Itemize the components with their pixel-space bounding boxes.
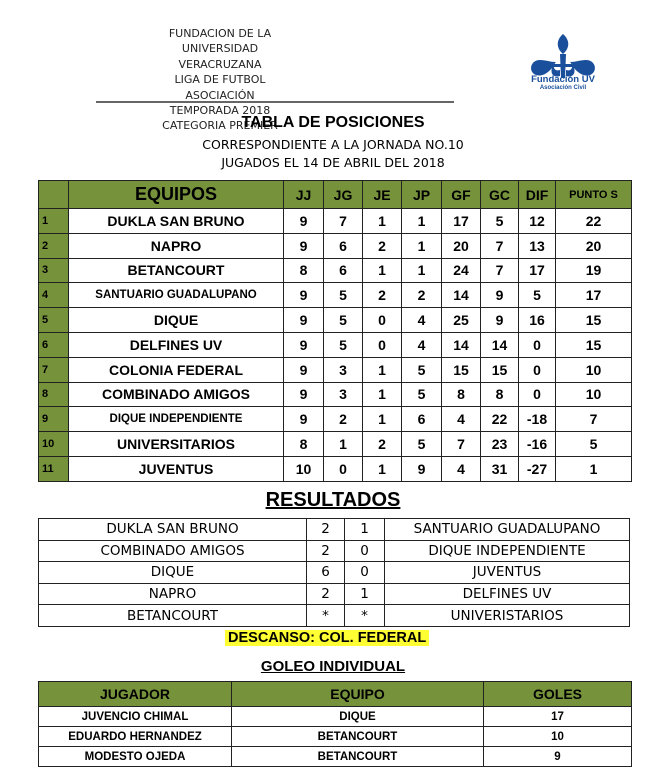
team-name-cell: UNIVERSITARIOS (69, 432, 284, 457)
away-team-cell: UNIVERISTARIOS (385, 605, 630, 627)
je-cell: 1 (363, 382, 402, 407)
gc-cell: 31 (481, 456, 519, 481)
jg-cell: 6 (324, 233, 363, 258)
position-cell: 2 (39, 233, 69, 258)
jp-cell: 5 (402, 357, 442, 382)
home-score-cell: 2 (307, 519, 345, 541)
scorer-row (39, 727, 632, 747)
gf-cell: 24 (442, 258, 481, 283)
jj-cell: 9 (284, 332, 324, 357)
away-team-cell: DIQUE INDEPENDIENTE (385, 540, 630, 562)
gc-cell: 7 (481, 233, 519, 258)
je-cell: 2 (363, 233, 402, 258)
standings-row (39, 456, 632, 481)
dif-cell: 0 (519, 357, 556, 382)
gf-cell: 25 (442, 308, 481, 333)
gf-cell: 14 (442, 283, 481, 308)
dif-cell: -16 (519, 432, 556, 457)
team-name-cell: SANTUARIO GUADALUPANO (69, 283, 284, 308)
away-score-cell: 1 (345, 519, 385, 541)
gc-cell: 9 (481, 283, 519, 308)
col-header-je: JE (363, 181, 402, 209)
result-row (39, 519, 630, 541)
position-cell: 9 (39, 407, 69, 432)
jp-cell: 5 (402, 382, 442, 407)
position-cell: 11 (39, 456, 69, 481)
jg-cell: 0 (324, 456, 363, 481)
org-line: UNIVERSIDAD (181, 42, 259, 56)
team-name-cell: COLONIA FEDERAL (69, 357, 284, 382)
jp-cell: 9 (402, 456, 442, 481)
position-cell: 10 (39, 432, 69, 457)
team-name-cell: BETANCOURT (69, 258, 284, 283)
page-subtitle-date: JUGADOS EL 14 DE ABRIL DEL 2018 (221, 155, 445, 170)
jj-cell: 9 (284, 308, 324, 333)
page-title: TABLA DE POSICIONES (241, 114, 425, 131)
standings-row (39, 233, 632, 258)
gc-cell: 8 (481, 382, 519, 407)
jp-cell: 2 (402, 283, 442, 308)
position-cell: 4 (39, 283, 69, 308)
col-header-goles: GOLES (484, 682, 632, 707)
je-cell: 2 (363, 432, 402, 457)
gf-cell: 7 (442, 432, 481, 457)
scorer-team-cell: DIQUE (232, 707, 484, 727)
home-team-cell: COMBINADO AMIGOS (39, 540, 307, 562)
jj-cell: 9 (284, 283, 324, 308)
gc-cell: 7 (481, 258, 519, 283)
jp-cell: 1 (402, 233, 442, 258)
dif-cell: 16 (519, 308, 556, 333)
je-cell: 0 (363, 308, 402, 333)
away-score-cell: * (345, 605, 385, 627)
je-cell: 0 (363, 332, 402, 357)
je-cell: 1 (363, 407, 402, 432)
team-name-cell: COMBINADO AMIGOS (69, 382, 284, 407)
home-team-cell: BETANCOURT (39, 605, 307, 627)
gc-cell: 15 (481, 357, 519, 382)
je-cell: 1 (363, 258, 402, 283)
result-row (39, 540, 630, 562)
scorers-header-row (39, 682, 632, 707)
col-header-equipos: EQUIPOS (69, 181, 284, 209)
je-cell: 1 (363, 357, 402, 382)
dif-cell: 12 (519, 209, 556, 234)
scorers-table (38, 681, 632, 767)
gc-cell: 5 (481, 209, 519, 234)
position-cell: 5 (39, 308, 69, 333)
standings-row (39, 432, 632, 457)
position-cell: 6 (39, 332, 69, 357)
standings-row (39, 357, 632, 382)
scorer-row (39, 747, 632, 767)
standings-row (39, 283, 632, 308)
jg-cell: 7 (324, 209, 363, 234)
jp-cell: 4 (402, 332, 442, 357)
points-cell: 10 (556, 382, 632, 407)
home-score-cell: 2 (307, 540, 345, 562)
standings-row (39, 258, 632, 283)
result-row (39, 583, 630, 605)
jj-cell: 9 (284, 233, 324, 258)
scorer-team-cell: BETANCOURT (232, 747, 484, 767)
logo-subtitle: Asociación Civil (539, 85, 587, 91)
standings-row (39, 209, 632, 234)
jj-cell: 9 (284, 357, 324, 382)
standings-row (39, 308, 632, 333)
dif-cell: 0 (519, 382, 556, 407)
gf-cell: 4 (442, 407, 481, 432)
jp-cell: 1 (402, 258, 442, 283)
goals-cell: 9 (484, 747, 632, 767)
points-cell: 15 (556, 308, 632, 333)
col-header-jg: JG (324, 181, 363, 209)
col-header-puntos: PUNTO S (556, 181, 632, 209)
player-cell: EDUARDO HERNANDEZ (39, 727, 232, 747)
position-cell: 7 (39, 357, 69, 382)
away-team-cell: JUVENTUS (385, 562, 630, 584)
jp-cell: 1 (402, 209, 442, 234)
player-cell: JUVENCIO CHIMAL (39, 707, 232, 727)
gf-cell: 4 (442, 456, 481, 481)
standings-header-row (39, 181, 632, 209)
jg-cell: 5 (324, 332, 363, 357)
org-line: LIGA DE FUTBOL (174, 73, 266, 87)
jg-cell: 2 (324, 407, 363, 432)
team-name-cell: JUVENTUS (69, 456, 284, 481)
dif-cell: 13 (519, 233, 556, 258)
team-name-cell: DIQUE INDEPENDIENTE (69, 407, 284, 432)
position-cell: 1 (39, 209, 69, 234)
standings-row (39, 332, 632, 357)
col-header-gf: GF (442, 181, 481, 209)
gc-cell: 9 (481, 308, 519, 333)
col-header-jj: JJ (284, 181, 324, 209)
org-line: TEMPORADA 2018 (169, 104, 271, 118)
gf-cell: 17 (442, 209, 481, 234)
dif-cell: 17 (519, 258, 556, 283)
jj-cell: 9 (284, 382, 324, 407)
points-cell: 17 (556, 283, 632, 308)
team-name-cell: NAPRO (69, 233, 284, 258)
fundacion-uv-logo-icon (520, 30, 606, 102)
points-cell: 10 (556, 357, 632, 382)
gf-cell: 8 (442, 382, 481, 407)
home-score-cell: 2 (307, 583, 345, 605)
col-header-position (39, 181, 69, 209)
scorers-title: GOLEO INDIVIDUAL (260, 658, 406, 675)
jg-cell: 1 (324, 432, 363, 457)
standings-table (38, 180, 632, 482)
home-team-cell: DIQUE (39, 562, 307, 584)
gf-cell: 15 (442, 357, 481, 382)
away-score-cell: 0 (345, 562, 385, 584)
result-row (39, 605, 630, 627)
org-line: FUNDACION DE LA (168, 27, 272, 40)
home-team-cell: DUKLA SAN BRUNO (39, 519, 307, 541)
goals-cell: 10 (484, 727, 632, 747)
points-cell: 5 (556, 432, 632, 457)
jg-cell: 3 (324, 382, 363, 407)
col-header-dif: DIF (519, 181, 556, 209)
standings-row (39, 407, 632, 432)
jj-cell: 10 (284, 456, 324, 481)
jj-cell: 8 (284, 258, 324, 283)
position-cell: 8 (39, 382, 69, 407)
player-cell: MODESTO OJEDA (39, 747, 232, 767)
jj-cell: 9 (284, 209, 324, 234)
jj-cell: 9 (284, 407, 324, 432)
col-header-gc: GC (481, 181, 519, 209)
rest-team-notice: DESCANSO: COL. FEDERAL (225, 630, 429, 646)
points-cell: 15 (556, 332, 632, 357)
away-score-cell: 1 (345, 583, 385, 605)
points-cell: 7 (556, 407, 632, 432)
points-cell: 20 (556, 233, 632, 258)
scorer-row (39, 707, 632, 727)
away-team-cell: SANTUARIO GUADALUPANO (385, 519, 630, 541)
gc-cell: 23 (481, 432, 519, 457)
gf-cell: 14 (442, 332, 481, 357)
jj-cell: 8 (284, 432, 324, 457)
home-score-cell: 6 (307, 562, 345, 584)
gc-cell: 22 (481, 407, 519, 432)
jp-cell: 5 (402, 432, 442, 457)
jg-cell: 5 (324, 308, 363, 333)
points-cell: 22 (556, 209, 632, 234)
org-line: ASOCIACIÓN (185, 88, 255, 102)
je-cell: 2 (363, 283, 402, 308)
goals-cell: 17 (484, 707, 632, 727)
points-cell: 1 (556, 456, 632, 481)
gc-cell: 14 (481, 332, 519, 357)
jp-cell: 6 (402, 407, 442, 432)
gf-cell: 20 (442, 233, 481, 258)
header-divider (96, 101, 454, 103)
home-team-cell: NAPRO (39, 583, 307, 605)
away-team-cell: DELFINES UV (385, 583, 630, 605)
dif-cell: -18 (519, 407, 556, 432)
org-line: VERACRUZANA (178, 57, 262, 71)
je-cell: 1 (363, 209, 402, 234)
results-table (38, 518, 630, 627)
org-line: CATEGORIA PREMIER (162, 119, 278, 133)
col-header-jp: JP (402, 181, 442, 209)
home-score-cell: * (307, 605, 345, 627)
team-name-cell: DUKLA SAN BRUNO (69, 209, 284, 234)
jg-cell: 5 (324, 283, 363, 308)
team-name-cell: DIQUE (69, 308, 284, 333)
dif-cell: -27 (519, 456, 556, 481)
je-cell: 1 (363, 456, 402, 481)
team-name-cell: DELFINES UV (69, 332, 284, 357)
dif-cell: 5 (519, 283, 556, 308)
col-header-equipo: EQUIPO (232, 682, 484, 707)
position-cell: 3 (39, 258, 69, 283)
results-title: RESULTADOS (265, 489, 401, 511)
col-header-jugador: JUGADOR (39, 682, 232, 707)
points-cell: 19 (556, 258, 632, 283)
result-row (39, 562, 630, 584)
jg-cell: 3 (324, 357, 363, 382)
dif-cell: 0 (519, 332, 556, 357)
jg-cell: 6 (324, 258, 363, 283)
page-subtitle-jornada: CORRESPONDIENTE A LA JORNADA NO.10 (202, 137, 464, 152)
scorer-team-cell: BETANCOURT (232, 727, 484, 747)
logo-name: Fundación UV (531, 74, 595, 85)
jp-cell: 4 (402, 308, 442, 333)
away-score-cell: 0 (345, 540, 385, 562)
standings-row (39, 382, 632, 407)
